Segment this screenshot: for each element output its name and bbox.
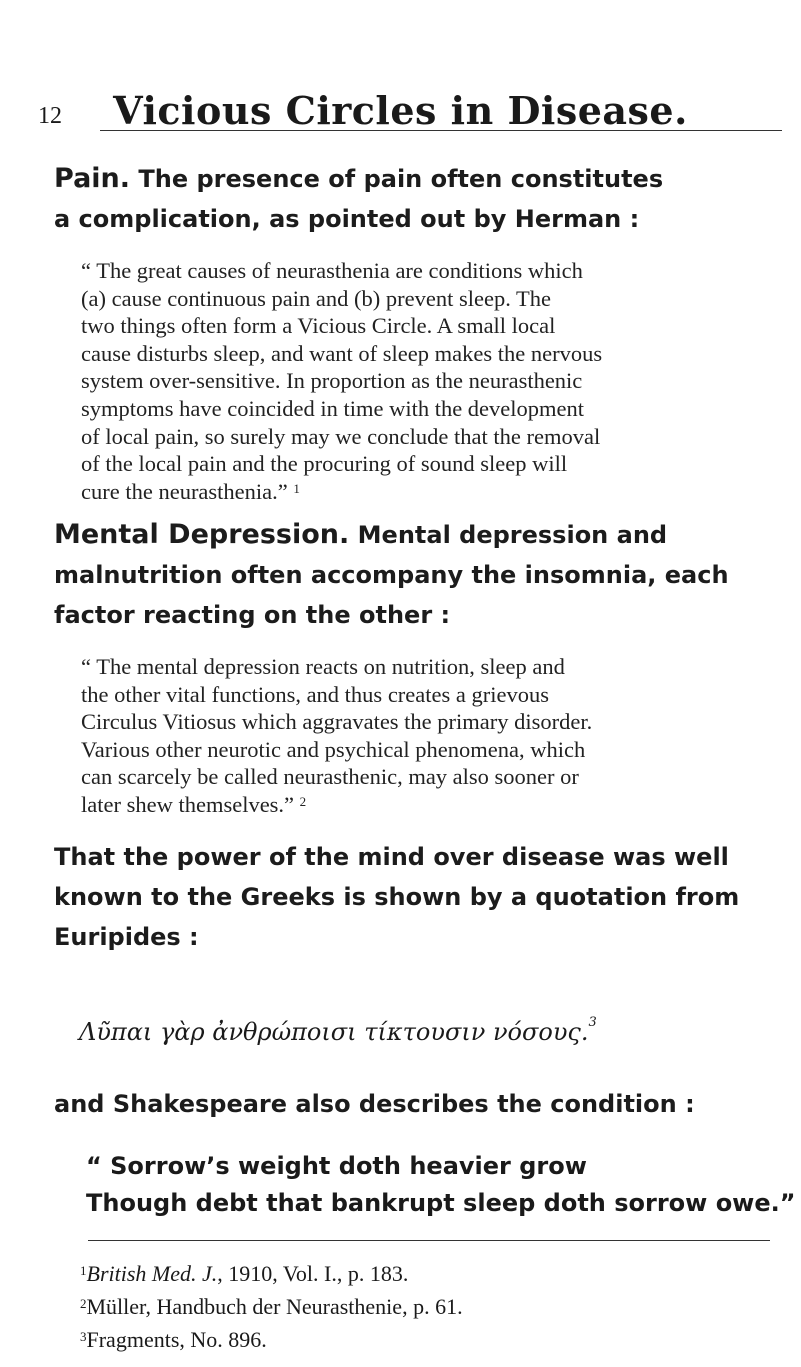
- page-number: 12: [38, 103, 62, 129]
- footnote-ref: 2: [299, 793, 307, 809]
- greeks-line: Euripides :: [54, 923, 199, 951]
- quote-line: two things often form a Vicious Circle. A small local: [81, 313, 556, 339]
- quote-line: can scarcely be called neurasthenic, may also sooner or: [81, 764, 579, 790]
- verse-line: “ Sorrow’s weight doth heavier grow: [86, 1152, 587, 1180]
- footnote-detail: , 1910, Vol. I., p. 183.: [217, 1261, 409, 1286]
- footnote-source: British Med. J.: [86, 1261, 218, 1286]
- quote-line: of local pain, so surely may we conclude that the removal: [81, 423, 601, 449]
- footnote-3: [80, 1323, 760, 1356]
- depression-intro-line: malnutrition often accompany the insomnia, each: [54, 561, 729, 589]
- depression-intro-line: factor reacting on the other :: [54, 601, 451, 629]
- greeks-line: That the power of the mind over disease was well: [54, 843, 729, 871]
- running-title: Vicious Circles in Disease.: [113, 88, 688, 133]
- quote-line: cure the neurasthenia.”: [81, 478, 294, 504]
- pain-heading: Pain.: [54, 163, 131, 194]
- pain-intro-line: a complication, as pointed out by Herman :: [54, 205, 640, 233]
- quote-line: system over-sensitive. In proportion as the neurasthenic: [81, 368, 583, 394]
- greek-quotation: [79, 1015, 597, 1046]
- footnote-text: Müller, Handbuch der Neurasthenie, p. 61.: [86, 1294, 463, 1319]
- depression-paragraph: [54, 515, 774, 635]
- quote-line: (a) cause continuous pain and (b) prevent sleep. The: [81, 285, 552, 311]
- pain-paragraph: [54, 159, 774, 239]
- quote-line: of the local pain and the procuring of sound sleep will: [81, 451, 568, 477]
- footnote-1: [80, 1257, 760, 1290]
- footnote-ref: 3: [588, 1015, 597, 1030]
- quote-line: Various other neurotic and psychical phenomena, which: [81, 736, 586, 762]
- depression-quote: [81, 653, 761, 819]
- footnote-ref: 1: [293, 480, 300, 496]
- quote-line: “ The mental depression reacts on nutrition, sleep and: [81, 654, 565, 679]
- depression-heading: Mental Depression.: [54, 519, 350, 550]
- depression-intro-line: Mental depression and: [349, 521, 668, 549]
- quote-line: the other vital functions, and thus creates a grievous: [81, 681, 549, 707]
- footnotes: [80, 1257, 760, 1356]
- quote-line: later shew themselves.”: [81, 791, 300, 817]
- shakespeare-verse: [86, 1148, 796, 1222]
- quote-line: symptoms have coincided in time with the development: [81, 395, 585, 421]
- pain-intro-line: The presence of pain often constitutes: [130, 165, 664, 193]
- greeks-line: known to the Greeks is shown by a quotation from: [54, 883, 740, 911]
- greek-quote-text: Λῦπαι γὰρ ἀνθρώποισι τίκτουσιν νόσους.: [79, 1018, 589, 1046]
- footnote-2: [80, 1290, 760, 1323]
- greeks-paragraph: [54, 837, 774, 957]
- shakespeare-intro: and Shakespeare also describes the condition :: [54, 1090, 695, 1118]
- footnote-number: 2: [80, 1296, 87, 1311]
- footnote-number: 1: [80, 1263, 87, 1278]
- verse-line: Though debt that bankrupt sleep doth sorrow owe.”: [86, 1189, 796, 1217]
- quote-line: “ The great causes of neurasthenia are conditions which: [81, 258, 583, 283]
- quote-line: cause disturbs sleep, and want of sleep makes the nervous: [81, 340, 603, 366]
- footnote-text: Fragments, No. 896.: [86, 1327, 267, 1352]
- quote-line: Circulus Vitiosus which aggravates the primary disorder.: [81, 709, 593, 735]
- footnote-number: 3: [80, 1329, 87, 1344]
- header-rule: [100, 130, 782, 131]
- pain-quote: [81, 257, 761, 505]
- footnote-rule: [88, 1240, 770, 1241]
